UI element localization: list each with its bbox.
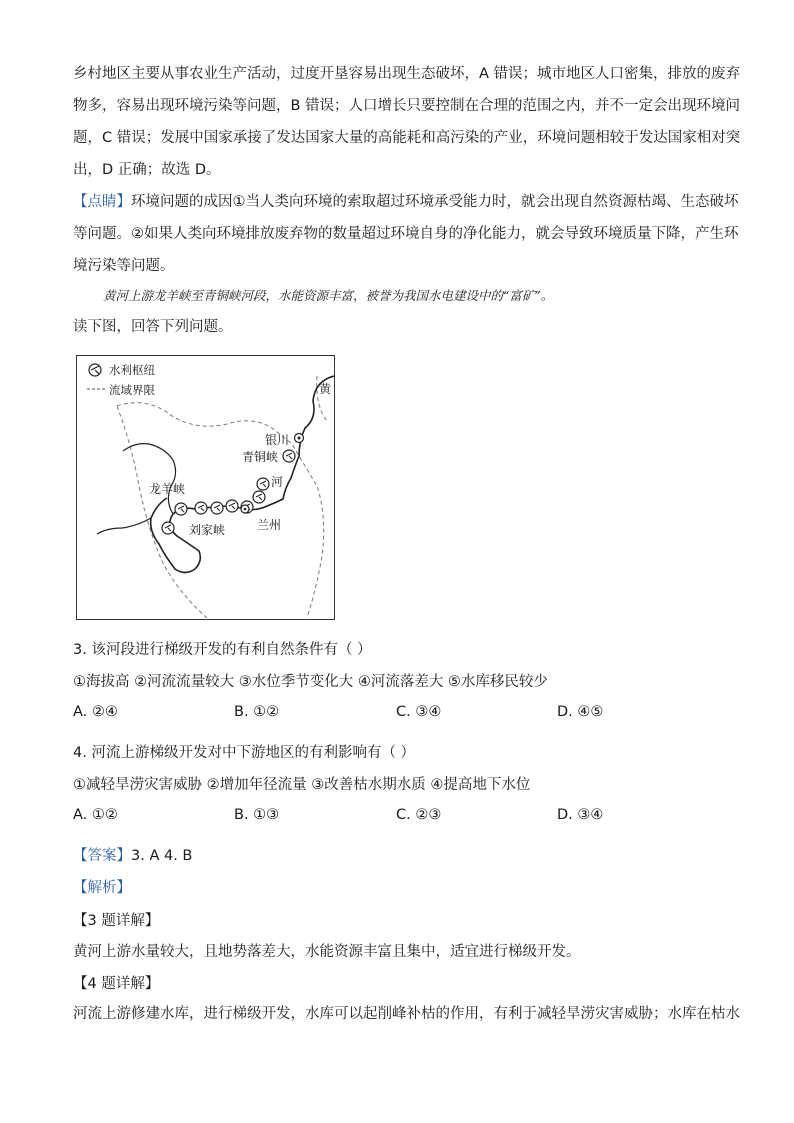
- question-4-option-d: D. ③④: [557, 807, 604, 823]
- question-4-stem: 4. 河流上游梯级开发对中下游地区的有利影响有（ ）: [73, 745, 416, 761]
- map-label-qingtongxia: 青铜峡: [242, 450, 279, 464]
- paragraph-line: 出，D 正确；故选 D。: [73, 162, 221, 178]
- legend-dam-label: 水利枢纽: [109, 363, 155, 377]
- question-4-option-b: B. ①③: [234, 807, 280, 823]
- map-label-liujiaxia: 刘家峡: [189, 523, 226, 537]
- material-intro: 黄河上游龙羊峡至青铜峡河段，水能资源丰富，被誉为我国水电建设中的“富矿”。: [103, 288, 554, 303]
- river-line: [97, 518, 151, 534]
- question-4-option-c: C. ②③: [396, 807, 442, 823]
- river-line: [151, 376, 334, 573]
- instruction: 读下图，回答下列问题。: [73, 319, 233, 335]
- question-3-stem: 3. 该河段进行梯级开发的有利自然条件有（ ）: [73, 642, 372, 658]
- paragraph-line: 乡村地区主要从事农业生产活动，过度开垦容易出现生态破坏，A 错误；城市地区人口密集，排放的废弃: [73, 66, 741, 82]
- paragraph-text: 环境问题的成因①当人类向环境的索取超过环境承受能力时，就会出现自然资源枯竭、生态破坏: [131, 194, 739, 210]
- dam-icon: [91, 366, 99, 374]
- map-label-he: 河: [271, 475, 284, 489]
- paragraph-line: 物多，容易出现环境污染等问题，B 错误；人口增长只要控制在合理的范围之内，并不一定会出现环境问: [73, 98, 741, 114]
- answer-label: 【答案】: [73, 848, 131, 864]
- map-label-yinchuan: 银川: [265, 433, 290, 447]
- answer-text: 3. A 4. B: [131, 848, 193, 864]
- yellow-river-map: [76, 355, 335, 620]
- question-4-items: ①减轻旱涝灾害威胁 ②增加年径流量 ③改善枯水期水质 ④提高地下水位: [73, 777, 531, 793]
- paragraph-line: 等问题。②如果人类向环境排放废弃物的数量超过环境自身的净化能力，就会导致环境质量下降，产生环: [73, 226, 739, 242]
- river-line: [123, 444, 176, 514]
- q4-detail-label: 【4 题详解】: [73, 976, 160, 992]
- question-4-option-a: A. ①②: [73, 807, 118, 823]
- dianjing-paragraph: [73, 192, 739, 212]
- question-3-option-b: B. ①②: [234, 704, 280, 720]
- question-3-option-c: C. ③④: [396, 704, 442, 720]
- answer-line: [73, 846, 192, 866]
- q3-detail-label: 【3 题详解】: [73, 913, 160, 929]
- dianjing-label: 【点睛】: [73, 194, 131, 210]
- question-3-option-a: A. ②④: [73, 704, 118, 720]
- map-label-huang: 黄: [319, 382, 332, 396]
- legend-boundary-label: 流域界限: [109, 383, 155, 397]
- question-3-items: ①海拔高 ②河流流量较大 ③水位季节变化大 ④河流落差大 ⑤水库移民较少: [73, 674, 548, 690]
- q3-detail-text: 黄河上游水量较大，且地势落差大，水能资源丰富且集中，适宜进行梯级开发。: [73, 944, 581, 960]
- map-label-longyangxia: 龙羊峡: [149, 482, 186, 496]
- jiexi-label: 【解析】: [73, 880, 131, 896]
- basin-boundary-line: [117, 406, 207, 618]
- question-3-option-d: D. ④⑤: [557, 704, 604, 720]
- q4-detail-text: 河流上游修建水库，进行梯级开发，水库可以起削峰补枯的作用，有利于减轻旱涝灾害威胁；水库在枯水: [73, 1006, 740, 1022]
- paragraph-line: 题，C 错误；发展中国家承接了发达国家大量的高能耗和高污染的产业，环境问题相较于发达国家相对突: [73, 130, 741, 146]
- map-label-lanzhou: 兰州: [257, 518, 282, 532]
- paragraph-line: 境污染等问题。: [73, 258, 175, 274]
